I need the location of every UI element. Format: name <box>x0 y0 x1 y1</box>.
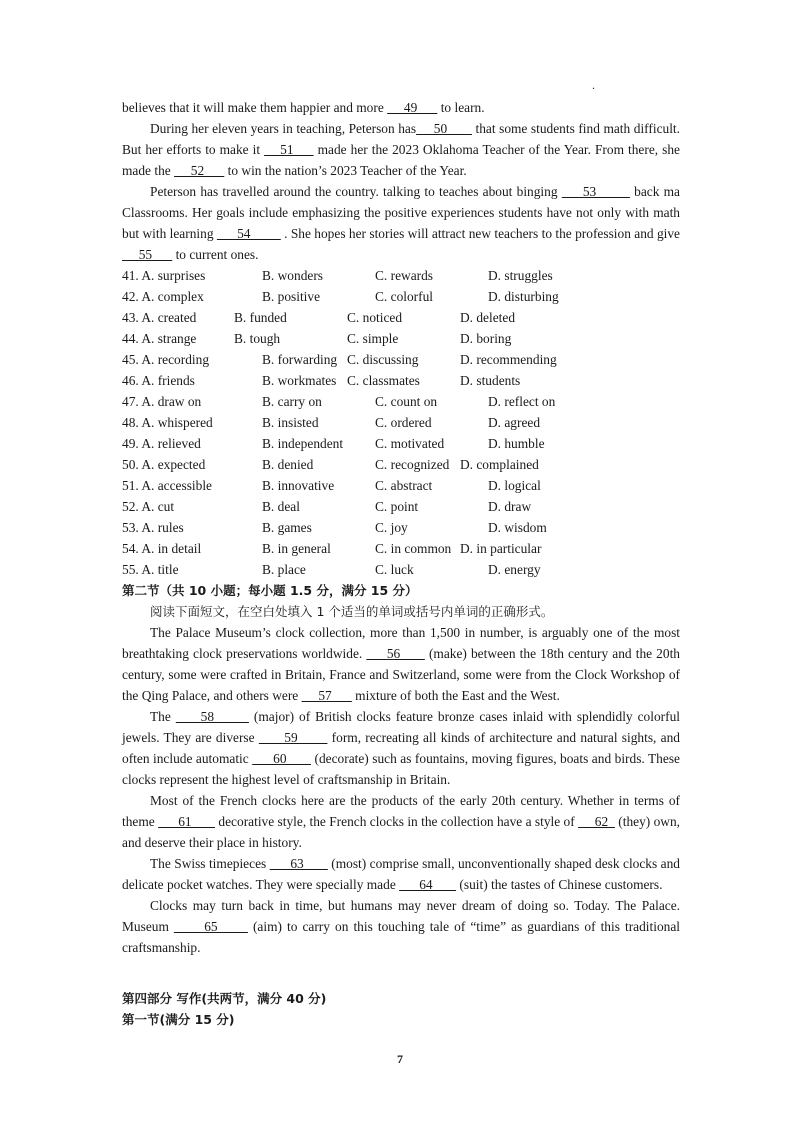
header-mark: . <box>592 78 595 92</box>
blank-55: 55 <box>122 247 173 262</box>
blank-56: 56 <box>366 646 425 661</box>
option-row: 53. A. rules B. games C. joy D. wisdom <box>122 520 547 535</box>
option-row: 47. A. draw on B. carry on C. count on D. reflect on <box>122 394 556 409</box>
blank-65: 65 <box>173 919 248 934</box>
passage-paragraph: Most of the French clocks here are the products of the early 20th century. Whether in terms of theme 61 decorative style, the French clocks in the collection have a style of 62 (they) own, and deserve their place in history. <box>122 793 680 850</box>
blank-64: 64 <box>399 877 457 892</box>
blank-52: 52 <box>174 163 225 178</box>
passage-paragraph: Peterson has travelled around the country. talking to teaches about binging 53 back ma Classrooms. Her goals include emphasizing the positive experiences students have not only with math but with learning 54 . She hopes her stories will attract new teachers to the profession and give 55 to current ones. <box>122 184 681 262</box>
blank-54: 54 <box>216 226 281 241</box>
blank-57: 57 <box>301 688 352 703</box>
option-row: 46. A. friends B. workmates C. classmates D. students <box>122 373 521 388</box>
blank-50: 50 <box>416 121 472 136</box>
passage-paragraph: The Swiss timepieces 63 (most) comprise small, unconventionally shaped desk clocks and delicate pocket watches. They were specially made 64 (suit) the tastes of Chinese customers. <box>122 856 680 892</box>
section-instruction: 阅读下面短文，在空白处填入 1 个适当的单词或括号内单词的正确形式。 <box>150 604 554 619</box>
page-number: 7 <box>397 1052 403 1066</box>
option-row: 43. A. created B. funded C. noticed D. deleted <box>122 310 516 325</box>
blank-59: 59 <box>258 730 328 745</box>
passage-paragraph: Clocks may turn back in time, but humans may never dream of doing so. Today. The Palace. Museum 65 (aim) to carry on this touching tale of “time” as guardians of this traditional craftsmanship. <box>122 898 681 955</box>
blank-53: 53 <box>561 184 630 199</box>
option-row: 51. A. accessible B. innovative C. abstract D. logical <box>122 478 541 493</box>
option-row: 41. A. surprises B. wonders C. rewards D. struggles <box>122 268 553 283</box>
option-row: 42. A. complex B. positive C. colorful D. disturbing <box>122 289 559 304</box>
blank-49: 49 <box>387 100 438 115</box>
option-row: 52. A. cut B. deal C. point D. draw <box>122 499 532 514</box>
option-row: 50. A. expected B. denied C. recognized D. complained <box>122 457 539 472</box>
cloze-passage <box>122 97 680 265</box>
option-row: 55. A. title B. place C. luck D. energy <box>122 562 541 577</box>
option-row: 44. A. strange B. tough C. simple D. boring <box>122 331 512 346</box>
blank-61: 61 <box>158 814 216 829</box>
subsection-heading: 第一节(满分 15 分) <box>122 1012 235 1027</box>
blank-60: 60 <box>252 751 311 766</box>
part-heading: 第四部分 写作(共两节，满分 40 分) <box>122 991 327 1006</box>
section-heading: 第二节（共 10 小题；每小题 1.5 分，满分 15 分） <box>122 583 418 598</box>
passage-paragraph: The 58 (major) of British clocks feature bronze cases inlaid with splendidly colorful jewels. They are diverse 59 form, recreating all kinds of architecture and natural sights, and often include automatic 60 (decorate) such as fountains, moving figures, boats and birds. These clocks represent the highest level of craftsmanship in Britain. <box>122 709 680 787</box>
options-list <box>122 265 680 580</box>
option-row: 54. A. in detail B. in general C. in common D. in particular <box>122 541 542 556</box>
passage-paragraph: The Palace Museum’s clock collection, more than 1,500 in number, is arguably one of the most breathtaking clock preservations worldwide. 56 (make) between the 18th century and the 20th century, some were crafted in Britain, France and Switzerland, some were from the Clock Workshop of the Qing Palace, and others were 57 mixture of both the East and the West. <box>122 625 680 703</box>
passage-paragraph: During her eleven years in teaching, Peterson has 50 that some students find math difficult. But her efforts to make it 51 made her the 2023 Oklahoma Teacher of the Year. From there, she made the 52 to win the nation’s 2023 Teacher of the Year. <box>122 121 681 178</box>
blank-62: 62 <box>578 814 615 829</box>
blank-63: 63 <box>269 856 328 871</box>
passage-paragraph: believes that it will make them happier and more 49 to learn. <box>122 100 485 115</box>
part-4 <box>122 988 680 1030</box>
blank-58: 58 <box>175 709 249 724</box>
section-2 <box>122 580 680 958</box>
option-row: 49. A. relieved B. independent C. motivated D. humble <box>122 436 545 451</box>
option-row: 45. A. recording B. forwarding C. discussing D. recommending <box>122 352 557 367</box>
option-row: 48. A. whispered B. insisted C. ordered D. agreed <box>122 415 541 430</box>
blank-51: 51 <box>264 142 314 157</box>
